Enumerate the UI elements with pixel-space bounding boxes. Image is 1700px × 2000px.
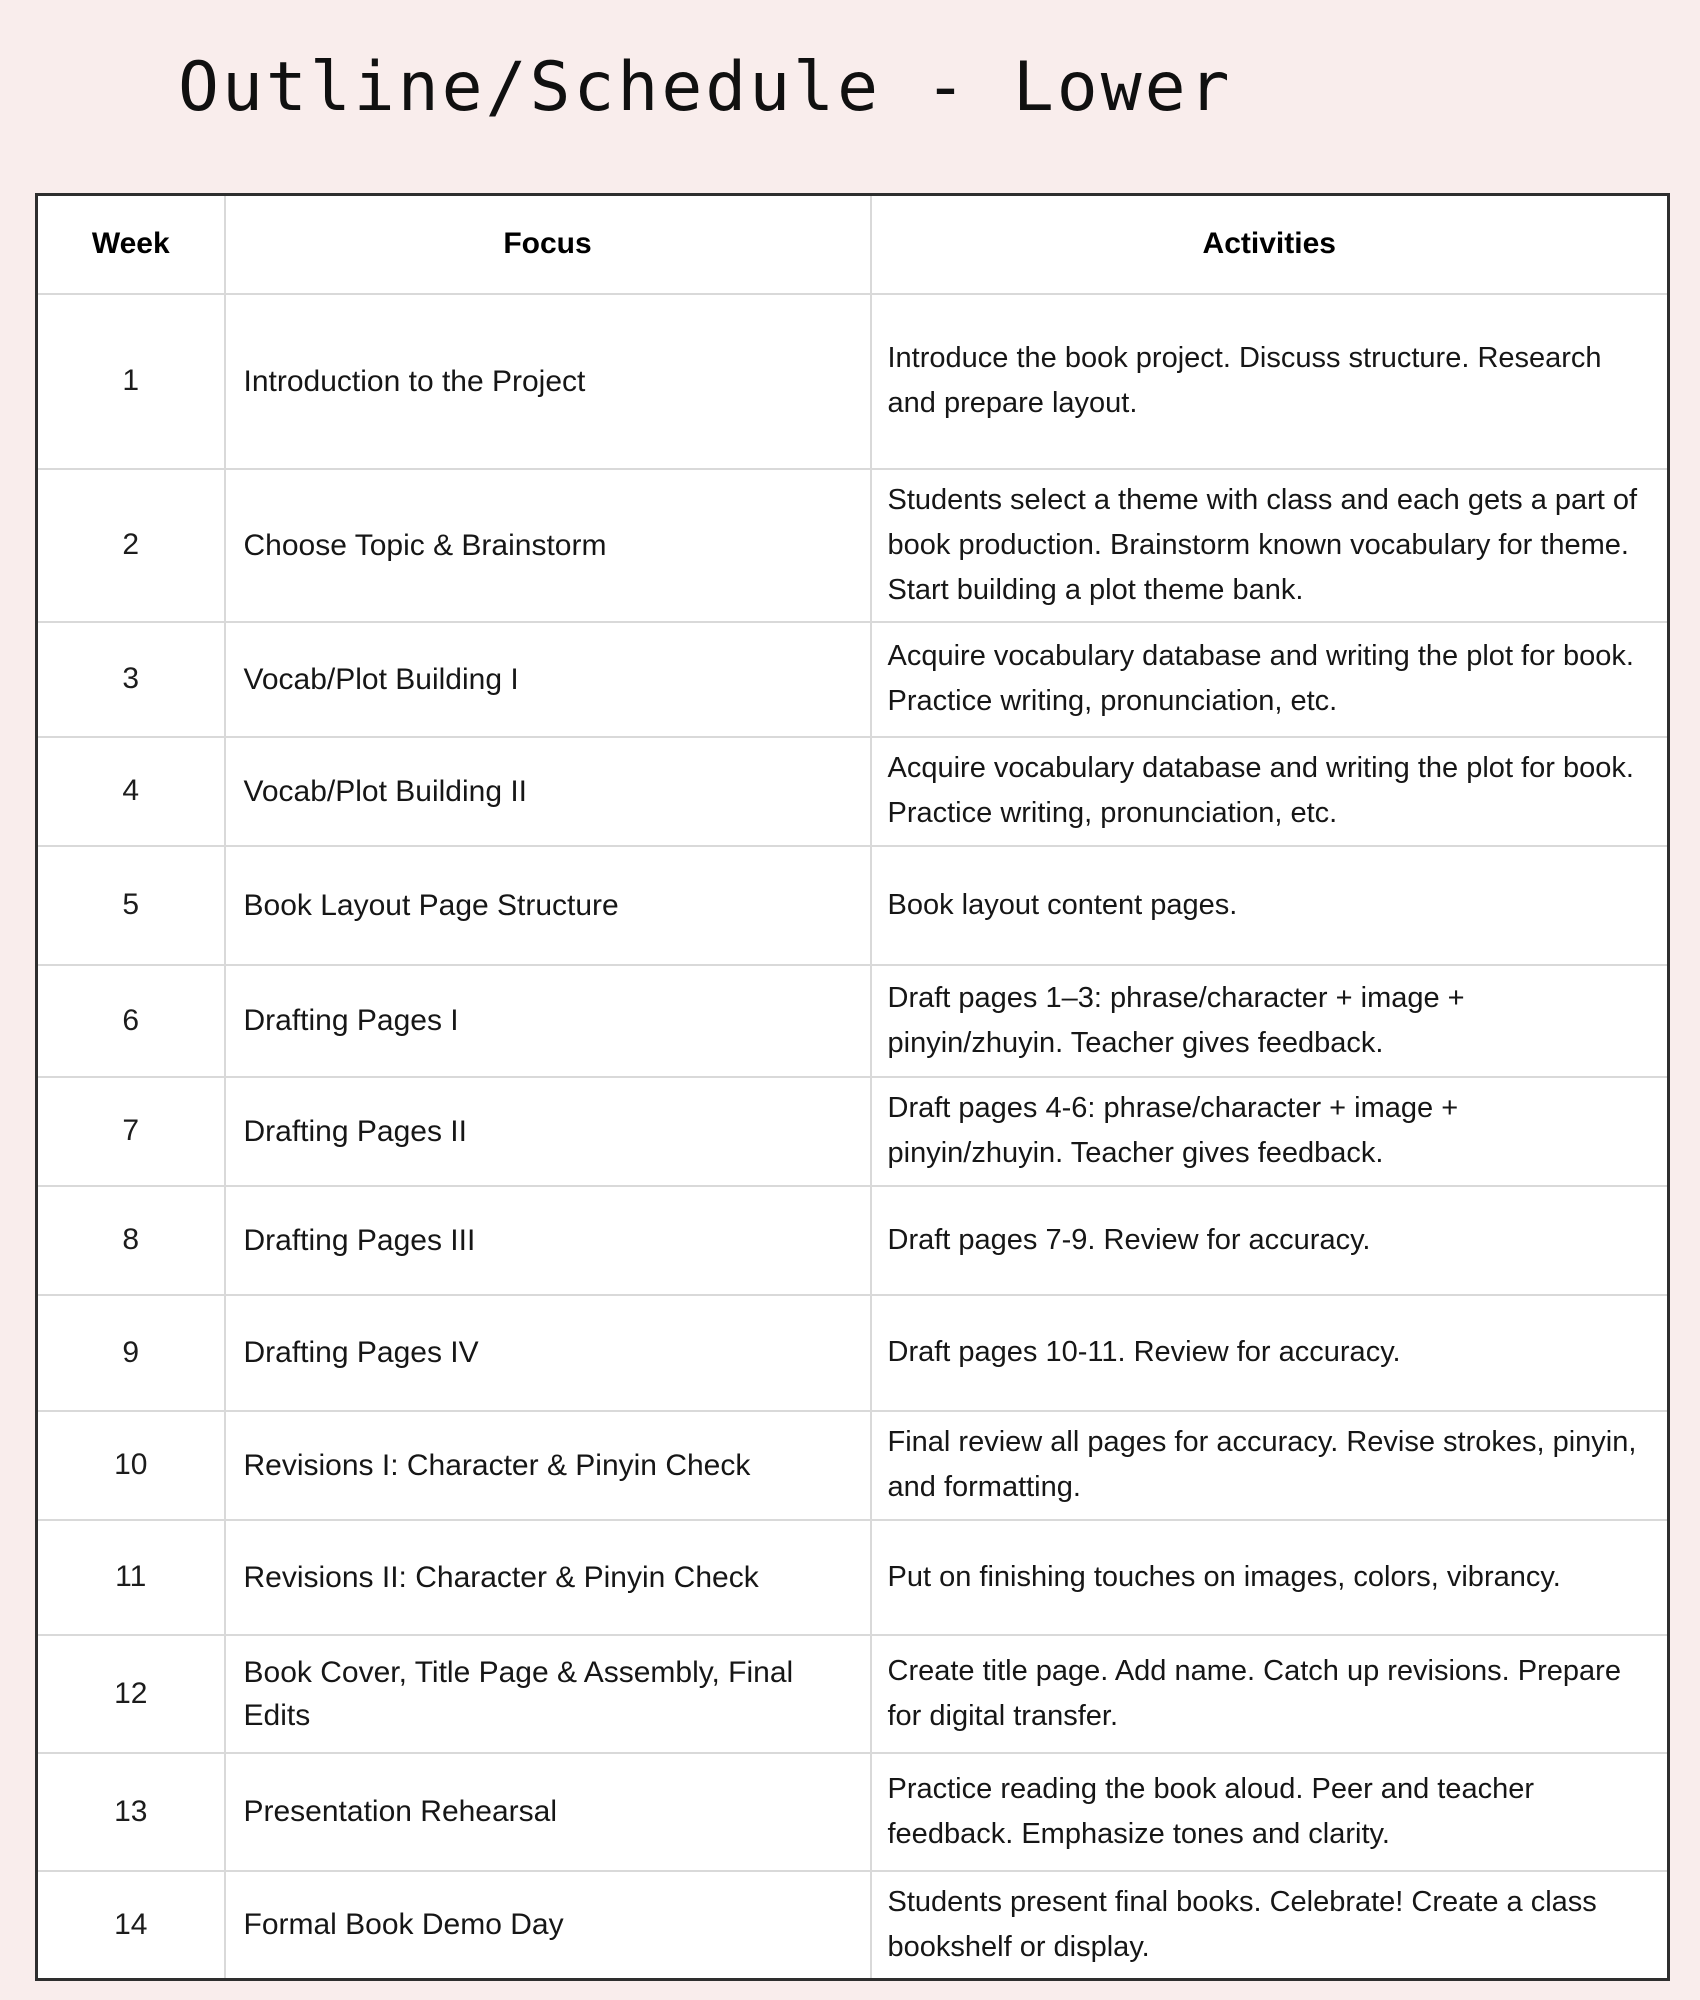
activities-cell: Acquire vocabulary database and writing the plot for book. Practice writing, pronunciation, etc. bbox=[871, 622, 1669, 737]
schedule-table bbox=[35, 193, 1670, 1981]
week-cell: 7 bbox=[37, 1077, 225, 1186]
focus-cell: Presentation Rehearsal bbox=[225, 1753, 871, 1871]
focus-cell: Choose Topic & Brainstorm bbox=[225, 469, 871, 622]
activities-cell: Draft pages 10-11. Review for accuracy. bbox=[871, 1295, 1669, 1411]
table-row bbox=[37, 294, 1669, 469]
table-row bbox=[37, 965, 1669, 1077]
activities-cell: Introduce the book project. Discuss structure. Research and prepare layout. bbox=[871, 294, 1669, 469]
focus-cell: Vocab/Plot Building I bbox=[225, 622, 871, 737]
focus-cell: Drafting Pages IV bbox=[225, 1295, 871, 1411]
activities-cell: Final review all pages for accuracy. Revise strokes, pinyin, and formatting. bbox=[871, 1411, 1669, 1520]
table-header bbox=[37, 195, 1669, 294]
week-cell: 5 bbox=[37, 846, 225, 965]
focus-cell: Introduction to the Project bbox=[225, 294, 871, 469]
week-cell: 3 bbox=[37, 622, 225, 737]
activities-cell: Acquire vocabulary database and writing the plot for book. Practice writing, pronunciation, etc. bbox=[871, 737, 1669, 846]
week-cell: 2 bbox=[37, 469, 225, 622]
column-header-activities: Activities bbox=[871, 195, 1669, 294]
week-cell: 10 bbox=[37, 1411, 225, 1520]
week-cell: 9 bbox=[37, 1295, 225, 1411]
focus-cell: Vocab/Plot Building II bbox=[225, 737, 871, 846]
focus-cell: Book Layout Page Structure bbox=[225, 846, 871, 965]
table-row bbox=[37, 1635, 1669, 1753]
table-row bbox=[37, 1411, 1669, 1520]
focus-cell: Book Cover, Title Page & Assembly, Final Edits bbox=[225, 1635, 871, 1753]
week-cell: 4 bbox=[37, 737, 225, 846]
focus-cell: Drafting Pages II bbox=[225, 1077, 871, 1186]
week-cell: 12 bbox=[37, 1635, 225, 1753]
week-cell: 14 bbox=[37, 1871, 225, 1980]
activities-cell: Draft pages 7-9. Review for accuracy. bbox=[871, 1186, 1669, 1295]
activities-cell: Draft pages 1–3: phrase/character + image + pinyin/zhuyin. Teacher gives feedback. bbox=[871, 965, 1669, 1077]
table-row bbox=[37, 737, 1669, 846]
week-cell: 11 bbox=[37, 1520, 225, 1635]
table-row bbox=[37, 622, 1669, 737]
week-cell: 6 bbox=[37, 965, 225, 1077]
week-cell: 13 bbox=[37, 1753, 225, 1871]
table-row bbox=[37, 1871, 1669, 1980]
column-header-week: Week bbox=[37, 195, 225, 294]
focus-cell: Drafting Pages III bbox=[225, 1186, 871, 1295]
header-row bbox=[37, 195, 1669, 294]
column-header-focus: Focus bbox=[225, 195, 871, 294]
table-row bbox=[37, 1186, 1669, 1295]
week-cell: 8 bbox=[37, 1186, 225, 1295]
page-title: Outline/Schedule - Lower bbox=[178, 48, 1233, 127]
activities-cell: Draft pages 4-6: phrase/character + image + pinyin/zhuyin. Teacher gives feedback. bbox=[871, 1077, 1669, 1186]
table-row bbox=[37, 469, 1669, 622]
table-row bbox=[37, 1295, 1669, 1411]
focus-cell: Drafting Pages I bbox=[225, 965, 871, 1077]
focus-cell: Revisions I: Character & Pinyin Check bbox=[225, 1411, 871, 1520]
table-row bbox=[37, 1520, 1669, 1635]
activities-cell: Book layout content pages. bbox=[871, 846, 1669, 965]
activities-cell: Put on finishing touches on images, colors, vibrancy. bbox=[871, 1520, 1669, 1635]
activities-cell: Students select a theme with class and each gets a part of book production. Brainstorm known vocabulary for theme. Start building a plot theme bank. bbox=[871, 469, 1669, 622]
activities-cell: Create title page. Add name. Catch up revisions. Prepare for digital transfer. bbox=[871, 1635, 1669, 1753]
table-body bbox=[37, 294, 1669, 1980]
week-cell: 1 bbox=[37, 294, 225, 469]
activities-cell: Practice reading the book aloud. Peer and teacher feedback. Emphasize tones and clarity. bbox=[871, 1753, 1669, 1871]
table-row bbox=[37, 846, 1669, 965]
activities-cell: Students present final books. Celebrate! Create a class bookshelf or display. bbox=[871, 1871, 1669, 1980]
focus-cell: Formal Book Demo Day bbox=[225, 1871, 871, 1980]
focus-cell: Revisions II: Character & Pinyin Check bbox=[225, 1520, 871, 1635]
table-row bbox=[37, 1753, 1669, 1871]
table-row bbox=[37, 1077, 1669, 1186]
